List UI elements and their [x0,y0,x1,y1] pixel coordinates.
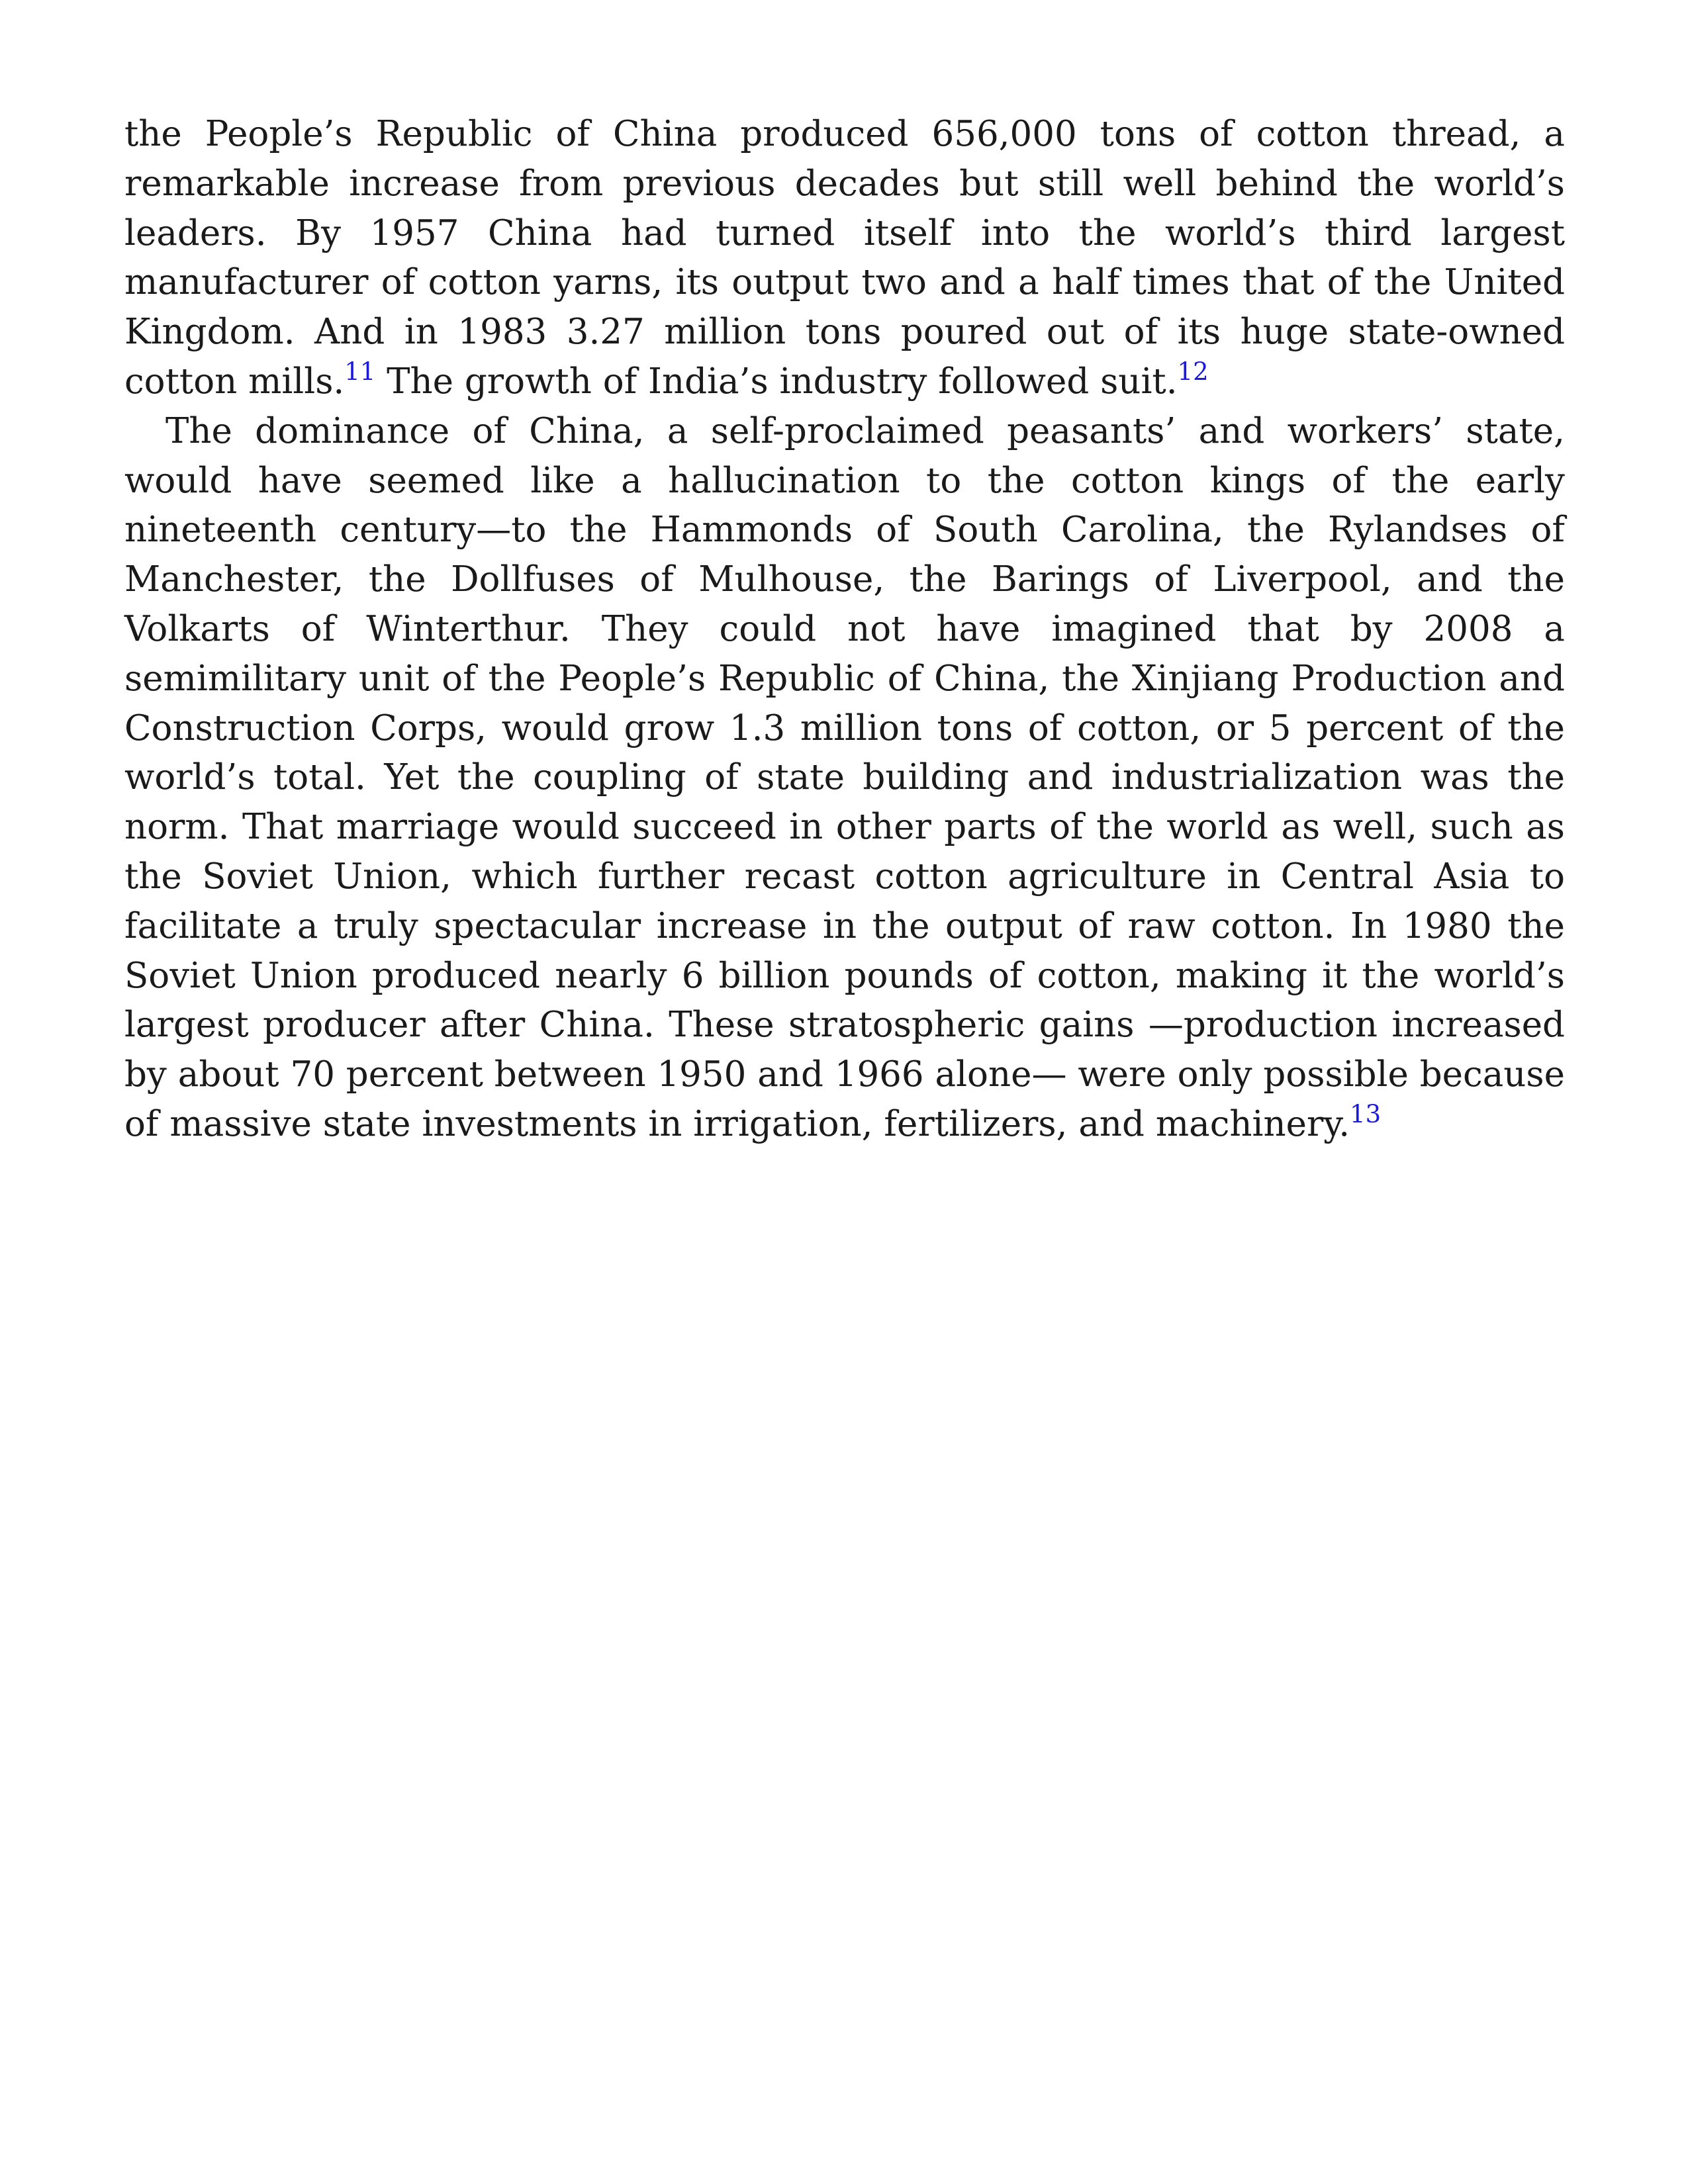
paragraph-1 [124,110,1565,407]
paragraph-text: the People’s Republic of China produced 656,000 tons of cotton thread, a remarkable increase from previous decades but still well behind the world’s leaders. By 1957 China had turned itself into the world’s third largest manufacturer of cotton yarns, its output two and a half times that of the United Kingdom. And in 1983 3.27 million tons poured out of its huge state-owned cotton mills. [124,114,1565,402]
paragraph-2 [124,407,1565,1150]
paragraph-text: The dominance of China, a self-proclaimed peasants’ and workers’ state, would have seemed like a hallucination to the cotton kings of the early nineteenth century—to the Hammonds of South Carolina, the Rylandses of Manchester, the Dollfuses of Mulhouse, the Barings of Liverpool, and the Volkarts of Winterthur. They could not have imagined that by 2008 a semimilitary unit of the People’s Republic of China, the Xinjiang Production and Construction Corps, would grow 1.3 million tons of cotton, or 5 percent of the world’s total. Yet the coupling of state building and industrialization was the norm. That marriage would succeed in other parts of the world as well, such as the Soviet Union, which further recast cotton agriculture in Central Asia to facilitate a truly spectacular increase in the output of raw cotton. In 1980 the Soviet Union produced nearly 6 billion pounds of cotton, making it the world’s largest producer after China. These stratospheric gains —production increased by about 70 percent between 1950 and 1966 alone— were only possible because of massive state investments in irrigation, fertilizers, and machinery. [124,410,1565,1144]
paragraph-text: The growth of India’s industry followed suit. [375,361,1178,402]
footnote-link-13[interactable]: 13 [1350,1099,1382,1128]
footnote-link-11[interactable]: 11 [344,357,376,386]
body-text [124,110,1565,1150]
footnote-link-12[interactable]: 12 [1177,357,1209,386]
